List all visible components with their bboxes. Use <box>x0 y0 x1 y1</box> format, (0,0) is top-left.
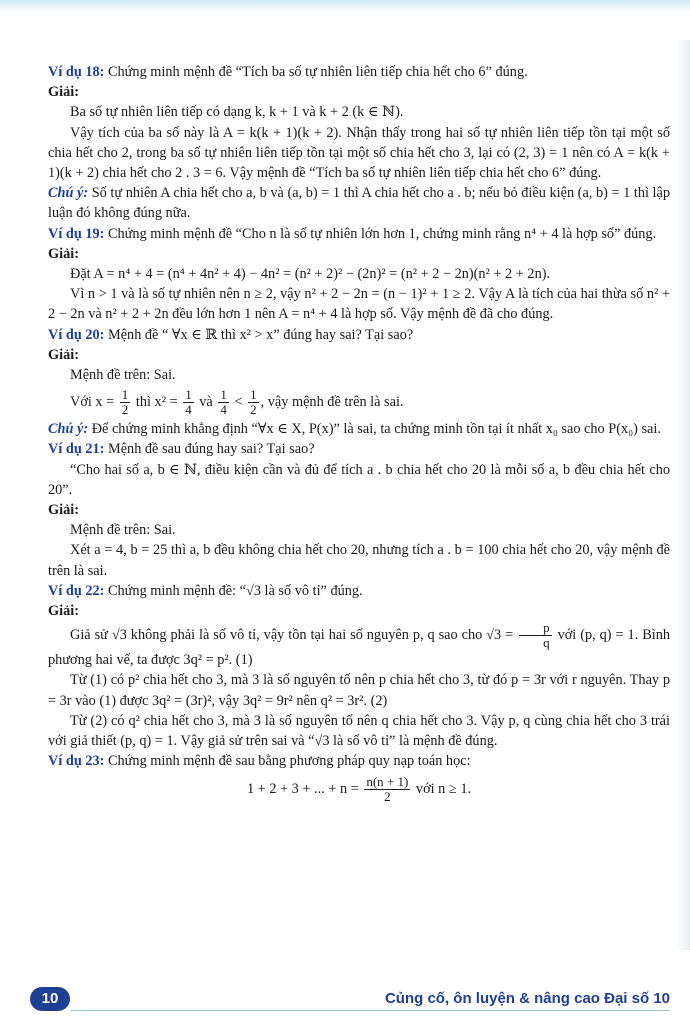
paragraph: Từ (2) có q² chia hết cho 3, mà 3 là số nguyên tố nên q chia hết cho 3. Vậy p, q cùng chia hết cho 3 trái với giả thiết (p, q) = 1. Vậy giả sử trên sai và “√3 là số vô tỉ” là mệnh đề đúng. <box>48 712 670 750</box>
fraction-denominator: q <box>543 635 550 651</box>
fraction-denominator: 4 <box>220 402 227 418</box>
book-title: Củng cố, ôn luyện & nâng cao Đại số 10 <box>384 990 670 1007</box>
fraction-numerator: 1 <box>250 387 257 403</box>
fraction-line <box>48 385 670 419</box>
fraction-denominator: 4 <box>185 402 192 418</box>
fraction-post-text: , vậy mệnh đề trên là sai. <box>260 394 404 411</box>
fraction-numerator: 1 <box>185 387 192 403</box>
example-statement: Mệnh đề “ ∀x ∈ ℝ thì x² > x” đúng hay sai? Tại sao? <box>107 326 414 343</box>
example-18-heading <box>48 62 670 82</box>
example-label: Ví dụ 18: <box>48 64 105 80</box>
note-text: Để chứng minh khẳng định “∀x ∈ X, P(x)” là sai, ta chứng minh tồn tại ít nhất x₀ sao cho P(x₀) sai. <box>91 421 661 438</box>
solution-label: Giải: <box>48 245 79 262</box>
example-23-heading <box>48 751 670 771</box>
formula-condition: với n ≥ 1. <box>415 780 472 797</box>
fraction-denominator: 2 <box>121 402 129 418</box>
fraction <box>120 388 131 417</box>
solution-label: Giải: <box>48 346 79 363</box>
fraction-mid-text: < <box>234 394 243 411</box>
fraction <box>519 621 552 650</box>
paragraph: Ba số tự nhiên liên tiếp có dạng k, k + 1 và k + 2 (k ∈ ℕ). <box>70 104 404 121</box>
fraction-pre-text: Giả sử √3 không phải là số vô tỉ, vậy tồn tại hai số nguyên p, q sao cho √3 = <box>70 627 514 644</box>
fraction <box>248 388 259 417</box>
example-label: Ví dụ 19: <box>48 225 105 242</box>
paragraph: Vì n > 1 và là số tự nhiên nên n ≥ 2, vậy n² + 2 − 2n = (n − 1)² + 1 ≥ 2. Vậy A là tích của hai thừa số n² + 2 − 2n và n² + 2 + 2n đều lớn hơn 1 nên A = n⁴ + 4 là hợp số. Vậy mệnh đề đã cho đúng. <box>48 286 670 323</box>
note-text: Số tự nhiên A chia hết cho a, b và (a, b) = 1 thì A chia hết cho a . b; nếu bỏ điều kiện (a, b) = 1 thì lập luận đó không đúng nữa. <box>48 185 670 222</box>
example-label: Ví dụ 22: <box>48 582 105 599</box>
page-number-badge: 10 <box>30 987 70 1011</box>
footer-divider <box>70 1010 670 1011</box>
note-label: Chú ý: <box>48 421 89 438</box>
example-label: Ví dụ 20: <box>48 326 105 343</box>
note-label: Chú ý: <box>48 185 89 202</box>
display-formula <box>48 772 670 806</box>
example-label: Ví dụ 21: <box>48 441 105 458</box>
paragraph: “Cho hai số a, b ∈ ℕ, điều kiện cần và đủ để tích a . b chia hết cho 20 là mỗi số a, b đều chia hết cho 20”. <box>48 461 670 498</box>
fraction <box>218 388 229 417</box>
side-decoration-band <box>676 40 690 950</box>
answer-line: Mệnh đề trên: Sai. <box>70 367 176 384</box>
fraction-mid-text: và <box>199 394 213 411</box>
fraction-numerator: 1 <box>220 387 227 403</box>
fraction-post-text: với (p, q) = 1. Bình phương hai vế, ta được 3q² = p². (1) <box>48 627 670 669</box>
fraction-mid-text: thì x² = <box>135 394 178 411</box>
equation-line: Đặt A = n⁴ + 4 = (n⁴ + 4n² + 4) − 4n² = (n² + 2)² − (2n)² = (n² + 2 − 2n)(n² + 2 + 2n). <box>70 266 551 283</box>
fraction-pre-text: Với x = <box>70 394 115 411</box>
fraction-denominator: 2 <box>384 788 391 804</box>
example-20-heading <box>48 325 670 345</box>
fraction-paragraph <box>48 621 670 670</box>
fraction-denominator: 2 <box>250 402 257 418</box>
fraction <box>183 388 194 417</box>
page-content <box>48 62 670 806</box>
example-statement: Chứng minh mệnh đề: “√3 là số vô tỉ” đúng. <box>107 582 363 599</box>
example-19-heading <box>48 224 670 244</box>
paragraph: Xét a = 4, b = 25 thì a, b đều không chia hết cho 20, nhưng tích a . b = 100 chia hết cho 20, vậy mệnh đề trên là sai. <box>48 542 670 579</box>
example-label: Ví dụ 23: <box>48 753 105 770</box>
example-statement: Chứng minh mệnh đề “Tích ba số tự nhiên liên tiếp chia hết cho 6” đúng. <box>107 64 528 80</box>
solution-label: Giải: <box>48 84 79 101</box>
example-statement: Mệnh đề sau đúng hay sai? Tại sao? <box>107 441 315 458</box>
note-block <box>48 419 670 439</box>
fraction-numerator: p <box>519 621 552 636</box>
paragraph: Từ (1) có p² chia hết cho 3, mà 3 là số nguyên tố nên p chia hết cho 3, từ đó p = 3r với r nguyên. Thay p = 3r vào (1) được 3q² = (3r)², vậy 3q² = 9r² nên q² = 3r². (2) <box>48 672 670 709</box>
example-22-heading <box>48 581 670 601</box>
paragraph: Vậy tích của ba số này là A = k(k + 1)(k + 2). Nhận thấy trong hai số tự nhiên liên tiếp tồn tại một số chia hết cho 2, trong ba số tự nhiên liên tiếp tồn tại một số chia hết cho 3, lại có (2, 3) = 1 nên có A = k(k + 1)(k + 2) chia hết cho 2 . 3 = 6. Vậy mệnh đề “Tích ba số tự nhiên liên tiếp chia hết cho 6” đúng. <box>48 124 670 182</box>
example-statement: Chứng minh mệnh đề sau bằng phương pháp quy nạp toán học: <box>107 753 471 770</box>
fraction <box>364 775 410 804</box>
note-block <box>48 183 670 223</box>
top-decoration-band <box>0 0 690 12</box>
solution-label: Giải: <box>48 502 79 519</box>
solution-label: Giải: <box>48 603 79 620</box>
formula-left: 1 + 2 + 3 + ... + n = <box>246 780 359 797</box>
fraction-numerator: 1 <box>121 387 129 403</box>
answer-line: Mệnh đề trên: Sai. <box>70 522 176 539</box>
fraction-numerator: n(n + 1) <box>366 773 409 789</box>
example-statement: Chứng minh mệnh đề “Cho n là số tự nhiên lớn hơn 1, chứng minh rằng n⁴ + 4 là hợp số” đúng. <box>107 225 657 242</box>
example-21-heading <box>48 439 670 459</box>
